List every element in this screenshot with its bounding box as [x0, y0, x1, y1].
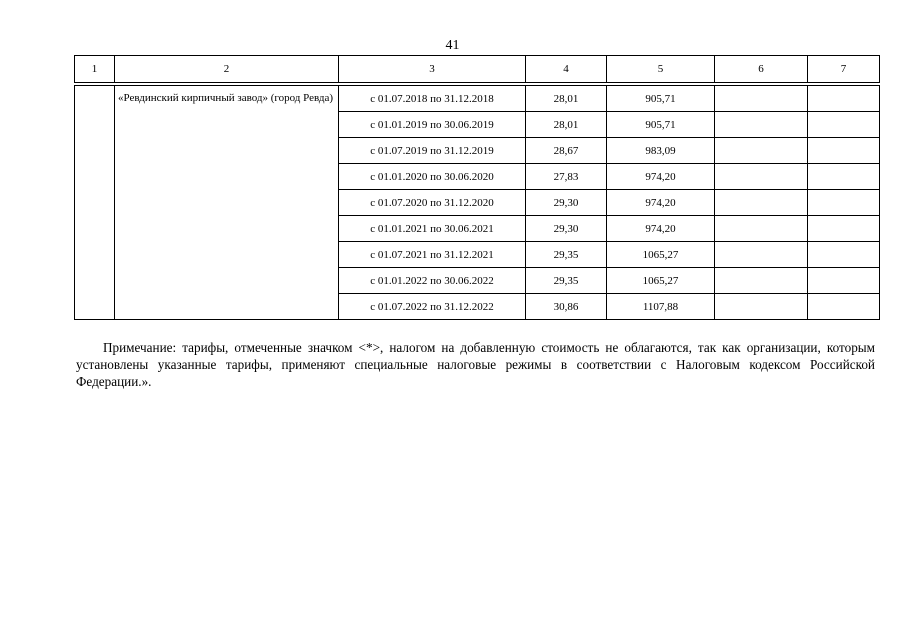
value-cell-col4: 29,30: [526, 216, 607, 242]
value-cell-col6: [715, 216, 808, 242]
value-cell-col4: 28,01: [526, 86, 607, 112]
value-cell-col7: [808, 294, 880, 320]
value-cell-col7: [808, 216, 880, 242]
header-cell-7: 7: [808, 56, 880, 83]
value-cell-col5: 974,20: [607, 216, 715, 242]
period-cell: с 01.07.2022 по 31.12.2022: [339, 294, 526, 320]
period-cell: с 01.07.2021 по 31.12.2021: [339, 242, 526, 268]
header-cell-4: 4: [526, 56, 607, 83]
value-cell-col6: [715, 242, 808, 268]
period-cell: с 01.01.2021 по 30.06.2021: [339, 216, 526, 242]
value-cell-col6: [715, 164, 808, 190]
period-cell: с 01.07.2018 по 31.12.2018: [339, 86, 526, 112]
period-cell: с 01.01.2019 по 30.06.2019: [339, 112, 526, 138]
value-cell-col7: [808, 86, 880, 112]
value-cell-col6: [715, 294, 808, 320]
value-cell-col5: 1107,88: [607, 294, 715, 320]
value-cell-col4: 28,67: [526, 138, 607, 164]
value-cell-col7: [808, 138, 880, 164]
table-row: [75, 86, 880, 112]
value-cell-col4: 29,35: [526, 268, 607, 294]
period-cell: с 01.07.2019 по 31.12.2019: [339, 138, 526, 164]
value-cell-col5: 905,71: [607, 86, 715, 112]
value-cell-col6: [715, 190, 808, 216]
header-cell-1: 1: [75, 56, 115, 83]
note-paragraph: Примечание: тарифы, отмеченные значком <*>, налогом на добавленную стоимость не облагаются, так как организации, которым установлены указанные тарифы, применяют специальные налоговые режимы в соответствии с Налоговым кодексом Российской Федерации.».: [76, 340, 875, 389]
header-row: [75, 56, 880, 83]
value-cell-col6: [715, 138, 808, 164]
value-cell-col5: 1065,27: [607, 242, 715, 268]
value-cell-col5: 974,20: [607, 190, 715, 216]
value-cell-col7: [808, 268, 880, 294]
value-cell-col7: [808, 242, 880, 268]
value-cell-col6: [715, 268, 808, 294]
header-cell-3: 3: [339, 56, 526, 83]
tariff-table: [74, 55, 880, 320]
value-cell-col6: [715, 112, 808, 138]
value-cell-col6: [715, 86, 808, 112]
value-cell-col7: [808, 112, 880, 138]
value-cell-col5: 983,09: [607, 138, 715, 164]
value-cell-col4: 27,83: [526, 164, 607, 190]
row-number-cell: [75, 86, 115, 320]
value-cell-col7: [808, 190, 880, 216]
value-cell-col4: 28,01: [526, 112, 607, 138]
value-cell-col4: 29,35: [526, 242, 607, 268]
header-cell-6: 6: [715, 56, 808, 83]
header-cell-2: 2: [115, 56, 339, 83]
value-cell-col4: 29,30: [526, 190, 607, 216]
value-cell-col7: [808, 164, 880, 190]
value-cell-col4: 30,86: [526, 294, 607, 320]
period-cell: с 01.07.2020 по 31.12.2020: [339, 190, 526, 216]
value-cell-col5: 1065,27: [607, 268, 715, 294]
page-number: 41: [445, 38, 460, 53]
value-cell-col5: 974,20: [607, 164, 715, 190]
period-cell: с 01.01.2022 по 30.06.2022: [339, 268, 526, 294]
value-cell-col5: 905,71: [607, 112, 715, 138]
period-cell: с 01.01.2020 по 30.06.2020: [339, 164, 526, 190]
organization-name: «Ревдинский кирпичный завод» (город Ревда): [115, 86, 339, 320]
header-cell-5: 5: [607, 56, 715, 83]
